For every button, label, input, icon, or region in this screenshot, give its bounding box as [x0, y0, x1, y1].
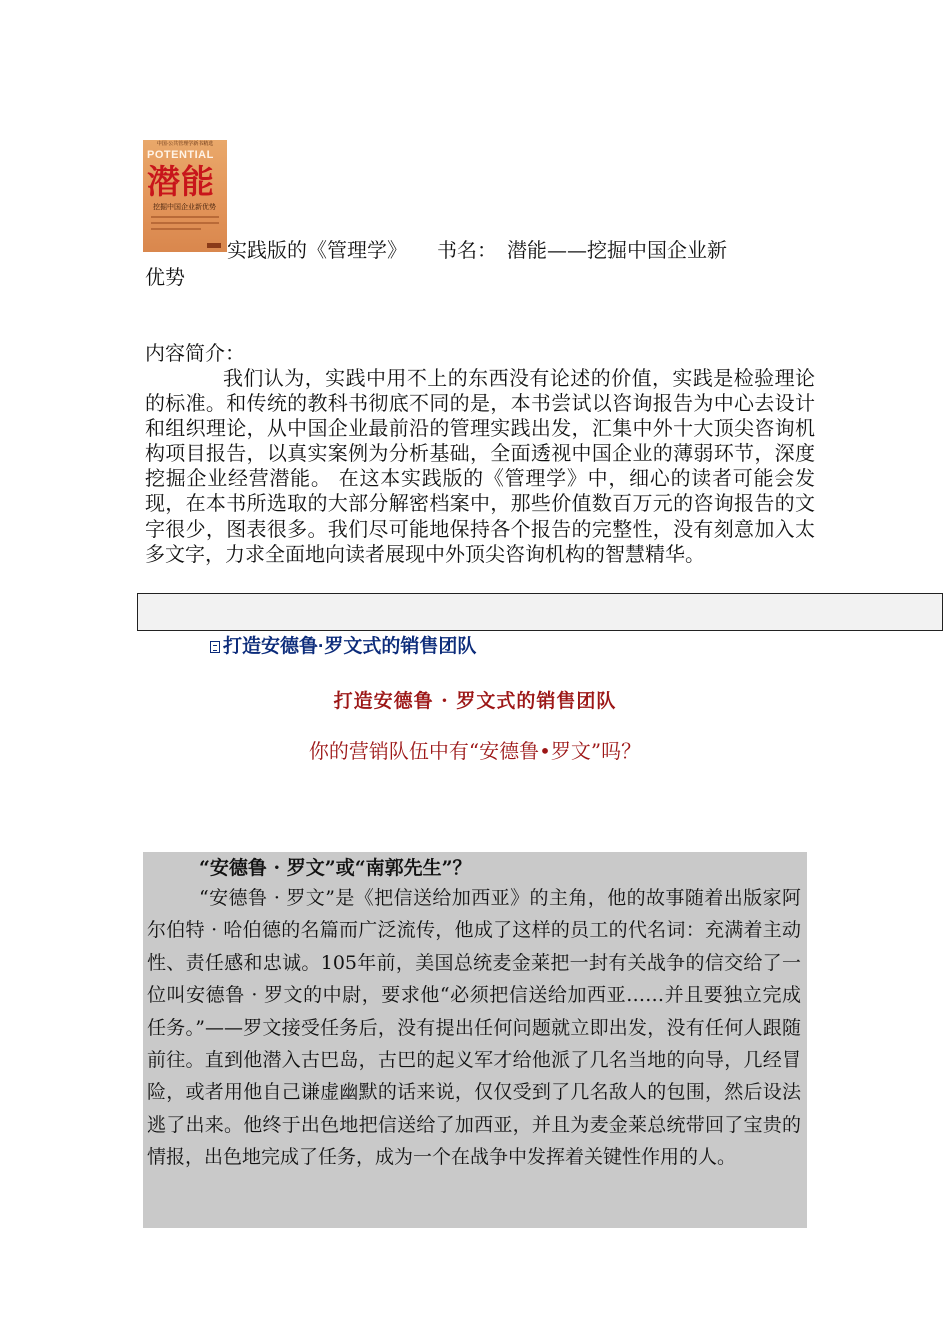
cover-divider: [151, 222, 219, 224]
cover-top-text: 中国·公共管理学新书精选: [156, 141, 214, 147]
cover-title-en: POTENTIAL: [147, 149, 214, 161]
article-link[interactable]: [210, 634, 476, 660]
publisher-logo: [207, 243, 221, 248]
article-subheading: 你的营销队伍中有“安德鲁•罗文”吗？: [308, 739, 642, 763]
separator-box: [137, 593, 943, 631]
story-box: [143, 852, 807, 1228]
book-title-wrap: 优势: [145, 265, 185, 289]
article-heading: 打造安德鲁 · 罗文式的销售团队: [333, 690, 617, 712]
intro-label: 内容简介：: [145, 341, 245, 365]
article-link-text[interactable]: 打造安德鲁·罗文式的销售团队: [223, 636, 477, 657]
story-body: “安德鲁 · 罗文”是《把信送给加西亚》的主角，他的故事随着出版家阿尔伯特 · 哈伯德的名篇而广泛流传，他成了这样的员工的代名词：充满着主动性、责任感和忠诚。105年前，美国总统麦金莱把一封有关战争的信交给了一位叫安德鲁 · 罗文的中尉，要求他“必须把信送给加西亚……并且要独立完成任务。”——罗文接受任务后，没有提出任何问题就立即出发，没有任何人跟随前往。直到他潜入古巴岛，古巴的起义军才给他派了几名当地的向导，几经冒险，或者用他自己谦虚幽默的话来说，仅仅受到了几名敌人的包围，然后设法逃了出来。他终于出色地把信送给了加西亚，并且为麦金莱总统带回了宝贵的情报，出色地完成了任务，成为一个在战争中发挥着关键性作用的人。: [147, 887, 801, 1169]
document-icon: [210, 641, 220, 653]
cover-subtitle: 挖掘中国企业新优势: [153, 203, 216, 211]
cover-divider: [151, 216, 219, 218]
cover-title-cn: 潜能: [147, 162, 215, 201]
cover-divider: [151, 228, 201, 230]
intro-paragraph: 我们认为，实践中用不上的东西没有论述的价值，实践是检验理论的标准。和传统的教科书彻底不同的是，本书尝试以咨询报告为中心去设计和组织理论，从中国企业最前沿的管理实践出发，汇集中外十大顶尖咨询机构项目报告，以真实案例为分析基础，全面透视中国企业的薄弱环节，深度挖掘企业经营潜能。 在这本实践版的《管理学》中，细心的读者可能会发现，在本书所选取的大部分解密档案中，那些价值数百万元的咨询报告的文字很少，图表很多。我们尽可能地保持各个报告的完整性，没有刻意加入太多文字，力求全面地向读者展现中外顶尖咨询机构的智慧精华。: [145, 366, 815, 566]
story-title: “安德鲁 · 罗文”或“南郭先生”？: [199, 857, 472, 879]
book-title-line: 实践版的《管理学》 书名： 潜能——挖掘中国企业新: [227, 238, 727, 262]
book-cover-image: [143, 140, 227, 252]
